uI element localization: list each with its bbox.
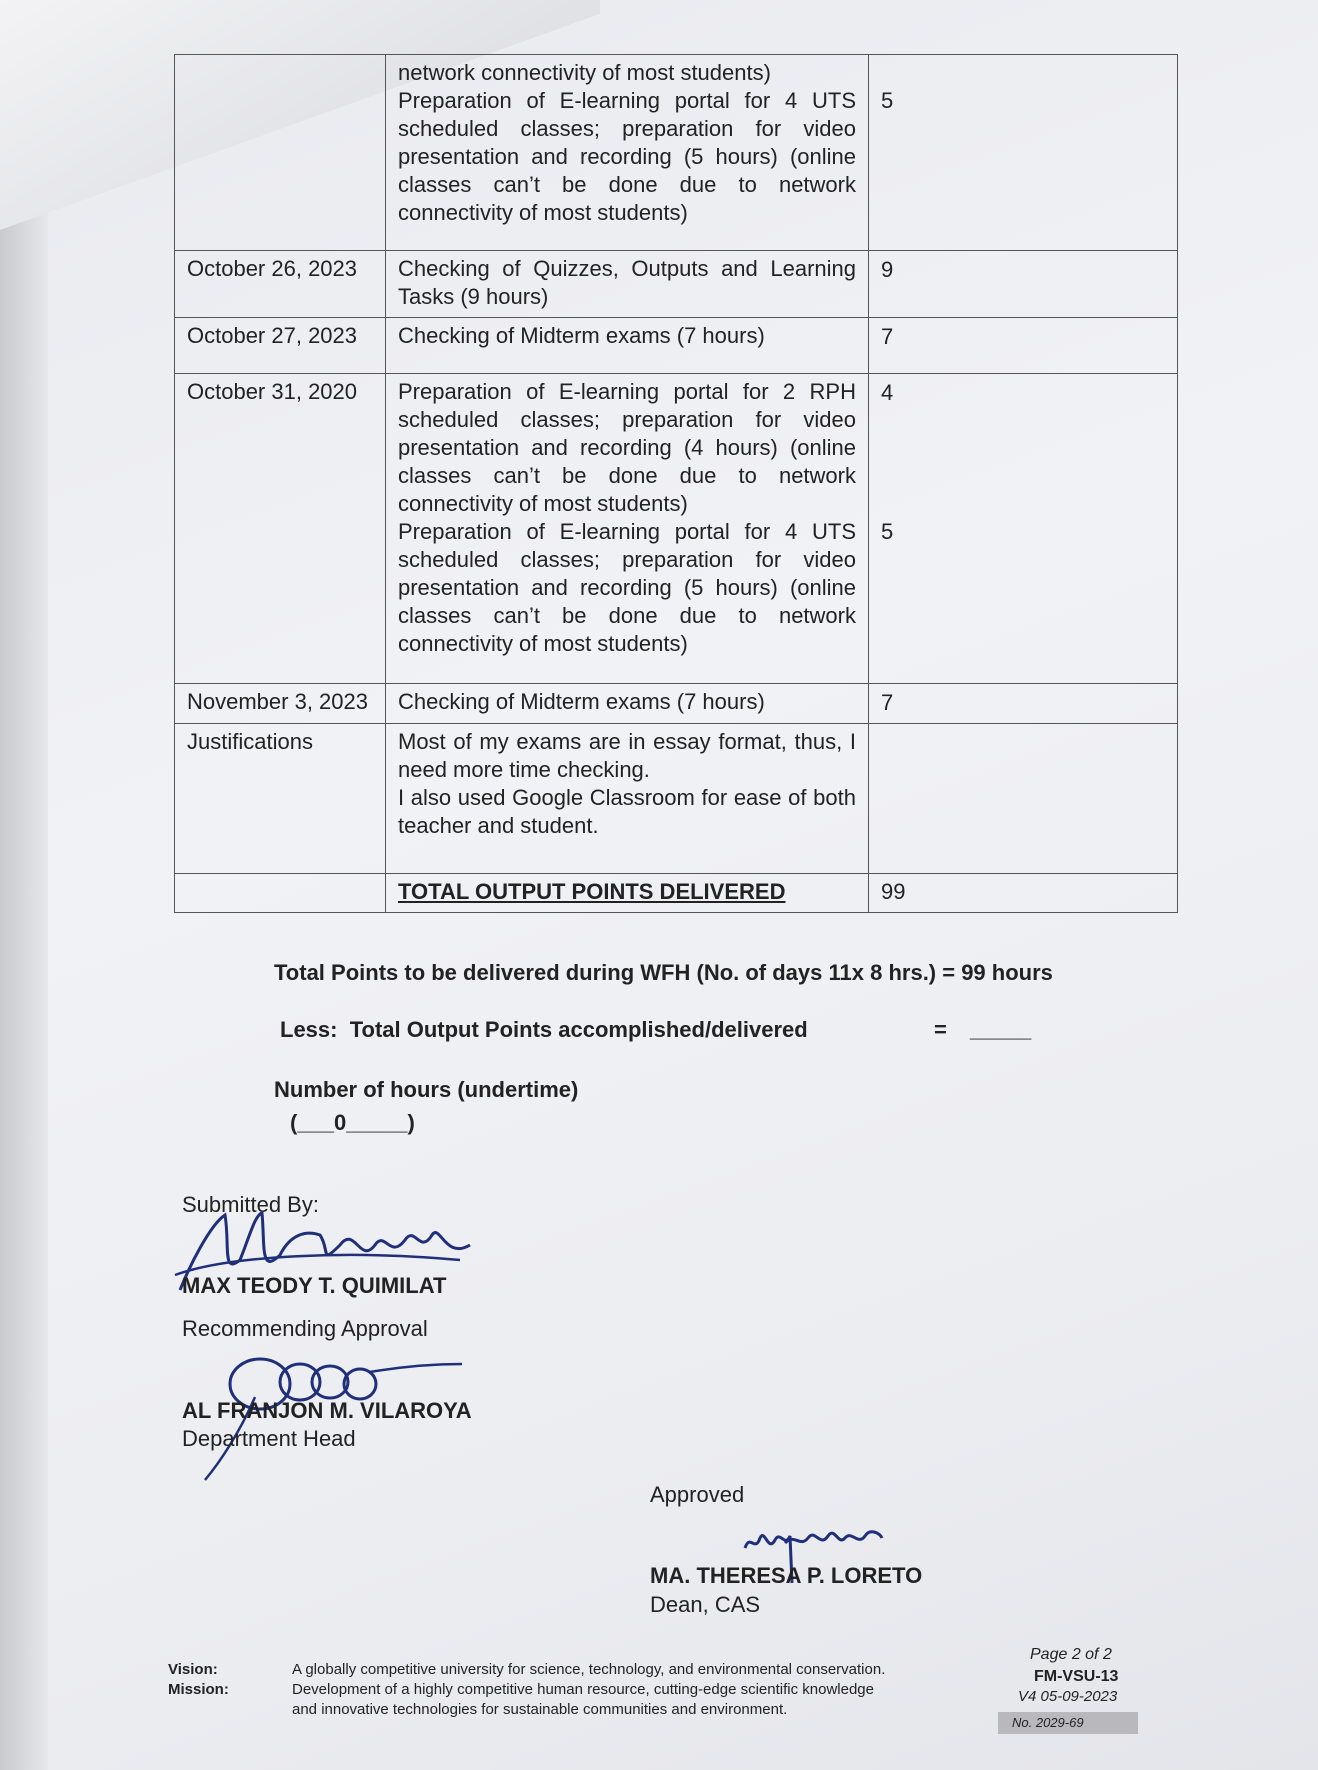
page-edge-shadow	[0, 200, 48, 1770]
mission-label: Mission:	[168, 1681, 229, 1698]
less-line: Less: Total Output Points accomplished/delivered	[280, 1017, 808, 1042]
task-cell	[386, 374, 869, 684]
points-value: 4	[881, 379, 894, 405]
points-value: 7	[881, 689, 894, 715]
task-cell	[386, 251, 869, 318]
table-row	[175, 684, 1178, 724]
task-text: Most of my exams are in essay format, thus, I need more time checking.	[398, 728, 856, 782]
task-cell	[386, 684, 869, 724]
date-cell: October 26, 2023	[175, 251, 386, 318]
total-value: 99	[869, 873, 1178, 912]
table-row	[175, 55, 1178, 251]
task-text: Preparation of E-learning portal for 4 UTS scheduled classes; preparation for video presentation and recording (5 hours) (online classes can’t be done due to network connectivity of most students)	[398, 519, 856, 656]
recommending-approval-label: Recommending Approval	[182, 1316, 428, 1341]
points-value: 9	[881, 256, 894, 282]
points-cell	[869, 318, 1178, 374]
less-blank: _____	[970, 1017, 1032, 1042]
output-log-table	[174, 54, 1178, 913]
date-cell: November 3, 2023	[175, 684, 386, 724]
points-cell	[869, 723, 1178, 873]
table-row	[175, 723, 1178, 873]
control-number: No. 2029-69	[998, 1712, 1138, 1734]
task-cell	[386, 318, 869, 374]
submitter-name: MAX TEODY T. QUIMILAT	[182, 1273, 447, 1298]
task-text: network connectivity of most students)	[398, 60, 771, 85]
submitted-by-label: Submitted By:	[182, 1192, 319, 1217]
points-value: 5	[881, 87, 894, 113]
form-version: V4 05-09-2023	[1018, 1688, 1118, 1705]
points-cell	[869, 374, 1178, 684]
task-text: I also used Google Classroom for ease of both teacher and student.	[398, 784, 856, 838]
form-code: FM-VSU-13	[1034, 1668, 1119, 1685]
page-number: Page 2 of 2	[1030, 1646, 1112, 1663]
undertime-value: (___0_____)	[290, 1110, 415, 1135]
points-value: 5	[881, 519, 894, 544]
task-cell	[386, 55, 869, 251]
points-cell	[869, 55, 1178, 251]
approved-label: Approved	[650, 1482, 745, 1507]
mission-text-line-2: and innovative technologies for sustainable communities and environment.	[292, 1701, 788, 1718]
points-value: 7	[881, 323, 894, 349]
department-head-name: AL FRANJON M. VILAROYA	[182, 1398, 472, 1423]
date-cell	[175, 55, 386, 251]
total-label: TOTAL OUTPUT POINTS DELIVERED	[386, 873, 869, 912]
vision-label: Vision:	[168, 1661, 218, 1678]
dean-title: Dean, CAS	[650, 1592, 761, 1617]
date-cell: October 27, 2023	[175, 318, 386, 374]
task-cell	[386, 723, 869, 873]
date-cell: October 31, 2020	[175, 374, 386, 684]
less-equals: =	[934, 1017, 947, 1042]
task-text: Checking of Quizzes, Outputs and Learning Tasks (9 hours)	[398, 256, 856, 309]
total-row	[175, 873, 1178, 912]
undertime-label: Number of hours (undertime)	[274, 1077, 579, 1102]
mission-text-line-1: Development of a highly competitive human resource, cutting-edge scientific knowledge	[292, 1681, 874, 1698]
department-head-title: Department Head	[182, 1426, 356, 1451]
total-points-line: Total Points to be delivered during WFH (No. of days 11x 8 hrs.) = 99 hours	[274, 960, 1053, 985]
table-row	[175, 318, 1178, 374]
task-text: Preparation of E-learning portal for 4 UTS scheduled classes; preparation for video presentation and recording (5 hours) (online classes can’t be done due to network connectivity of most students)	[398, 88, 856, 225]
points-cell	[869, 251, 1178, 318]
dean-name: MA. THERESA P. LORETO	[650, 1563, 923, 1588]
task-text: Checking of Midterm exams (7 hours)	[398, 689, 765, 714]
date-cell: Justifications	[175, 723, 386, 873]
total-row-empty-cell	[175, 873, 386, 912]
task-text: Checking of Midterm exams (7 hours)	[398, 323, 765, 348]
task-text: Preparation of E-learning portal for 2 RPH scheduled classes; preparation for video presentation and recording (4 hours) (online classes can’t be done due to network connectivity of most students)	[398, 379, 856, 516]
table-row	[175, 374, 1178, 684]
points-cell	[869, 684, 1178, 724]
vision-text: A globally competitive university for science, technology, and environmental conservation.	[292, 1661, 886, 1678]
table-row	[175, 251, 1178, 318]
